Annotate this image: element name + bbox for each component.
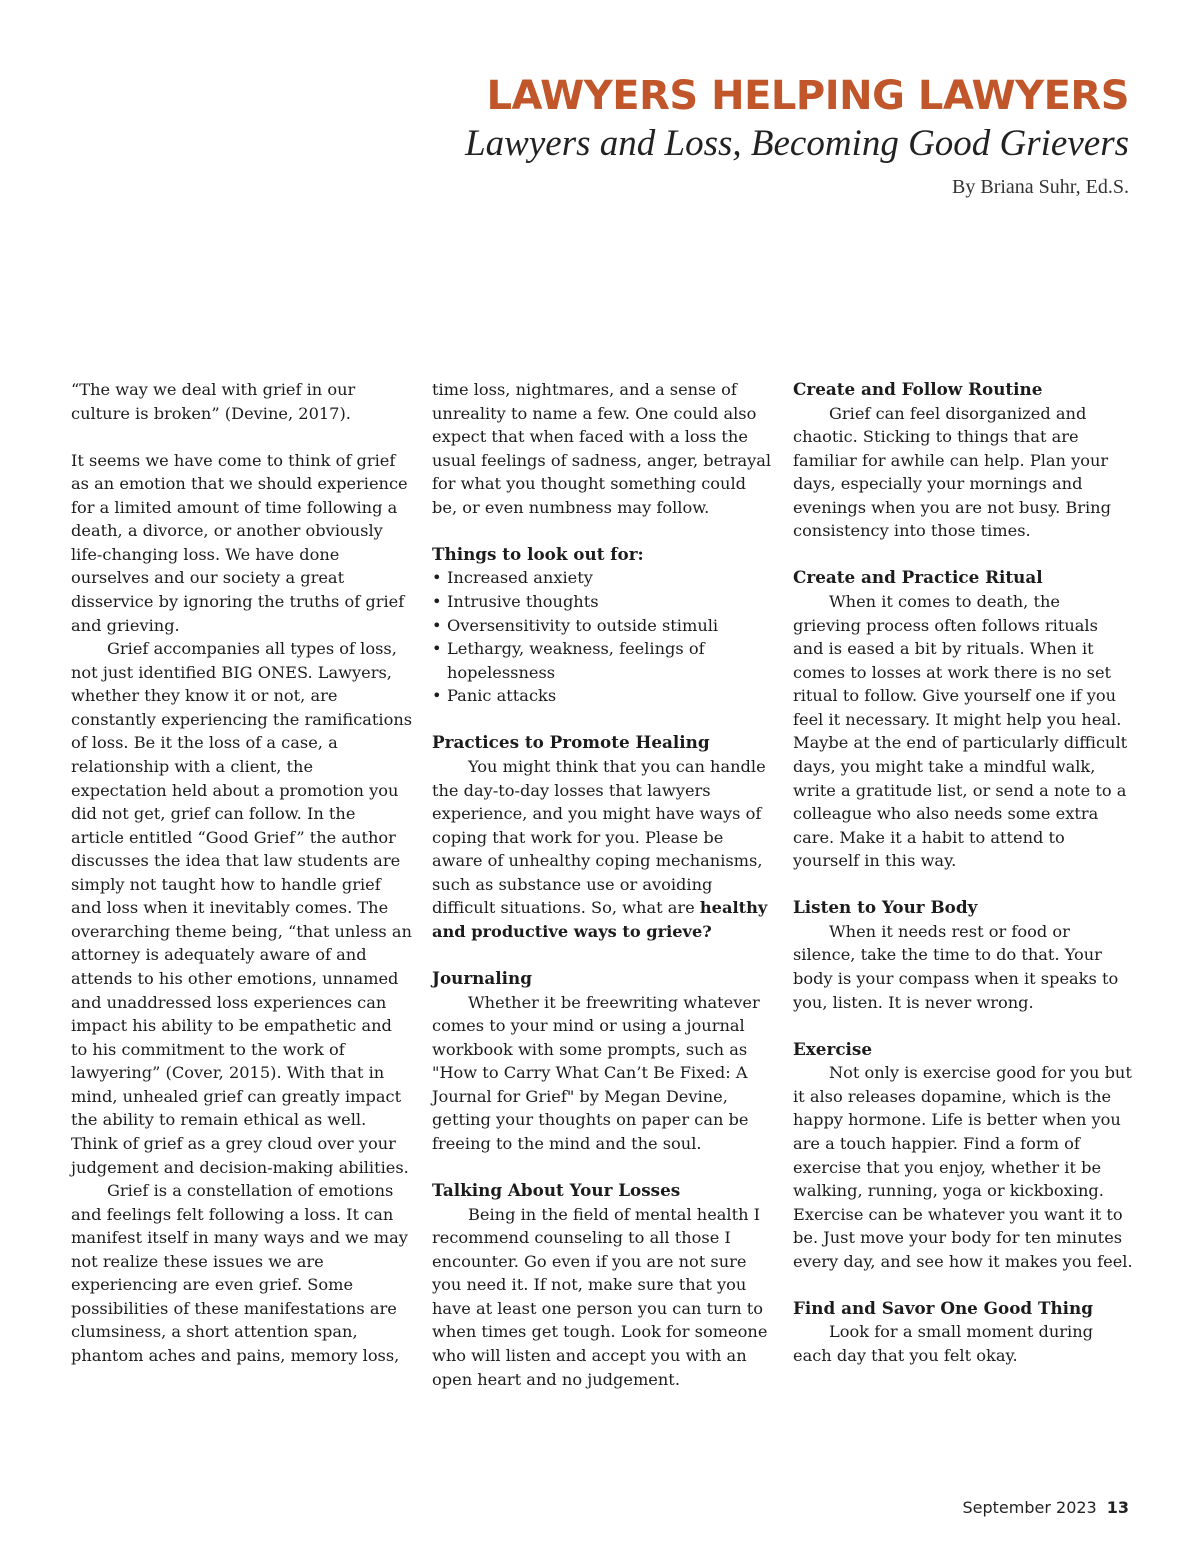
- paragraph: Being in the field of mental health I recommend counseling to all those I encounter. Go even if you are not sure you need it. If not, make sure that you have at least one person you can turn to when times get tough. Look for someone who will listen and accept you with an open heart and no judgement.: [432, 1204, 768, 1389]
- paragraph: Grief accompanies all types of loss, not just identified BIG ONES. Lawyers, whether they know it or not, are constantly experiencing the ramifications of loss. Be it the loss of a case, a relationship with a client, the expectation held about a promotion you did not get, grief can follow. In the article entitled “Good Grief” the author discusses the idea that law students are simply not taught how to handle grief and loss when it inevitably comes. The overarching theme being, “that unless an attorney is adequately aware of and attends to his other emotions, unnamed and unaddressed loss experiences can impact his ability to be empathetic and to his commitment to the work of lawyering” (Cover, 2015). With that in mind, unhealed grief can greatly impact the ability to remain ethical as well. Think of grief as a grey cloud over your judgement and decision-making abilities.: [71, 639, 413, 1177]
- column-1: [71, 378, 413, 1368]
- opening-quote: “The way we deal with grief in our culture is broken” (Devine, 2017).: [71, 380, 356, 423]
- list-item: • Oversensitivity to outside stimuli: [432, 614, 772, 638]
- page-footer: [962, 1496, 1129, 1520]
- section-heading-ritual: Create and Practice Ritual: [793, 567, 1043, 588]
- author-byline: By Briana Suhr, Ed.S.: [952, 176, 1129, 198]
- paragraph: time loss, nightmares, and a sense of unreality to name a few. One could also expect that when faced with a loss the usual feelings of sadness, anger, betrayal for what you thought something could be, or even numbness may follow.: [432, 380, 772, 517]
- lookout-list: [432, 566, 772, 707]
- page-number: 13: [1106, 1498, 1129, 1517]
- paragraph: [432, 755, 772, 944]
- practices-emphasis: healthy and productive ways to grieve?: [432, 898, 768, 941]
- section-heading-body: Listen to Your Body: [793, 897, 978, 918]
- section-heading-savor: Find and Savor One Good Thing: [793, 1297, 1093, 1318]
- paragraph: Whether it be freewriting whatever comes to your mind or using a journal workbook with some prompts, such as "How to Carry What Can’t Be Fixed: A Journal for Grief" by Megan Devine, getting your thoughts on paper can be freeing to the mind and the soul.: [432, 992, 760, 1153]
- column-3: [793, 378, 1133, 1368]
- paragraph: It seems we have come to think of grief as an emotion that we should experience for a limited amount of time following a death, a divorce, or another obviously life-changing loss. We have done ourselves and our society a great disservice by ignoring the truths of grief and grieving.: [71, 450, 408, 635]
- page-title: LAWYERS HELPING LAWYERS: [486, 73, 1129, 119]
- list-item: • Lethargy, weakness, feelings of hopelessness: [432, 637, 772, 684]
- list-item: • Panic attacks: [432, 684, 772, 708]
- section-heading-practices: Practices to Promote Healing: [432, 732, 710, 753]
- section-heading-lookout: Things to look out for:: [432, 543, 644, 564]
- paragraph: Grief is a constellation of emotions and feelings felt following a loss. It can manifest itself in many ways and we may not realize these issues we are experiencing are even grief. Some possibilities of these manifestations are clumsiness, a short attention span, phantom aches and pains, memory loss,: [71, 1181, 408, 1366]
- column-2: [432, 378, 772, 1391]
- paragraph: When it needs rest or food or silence, take the time to do that. Your body is your compass when it speaks to you, listen. It is never wrong.: [793, 921, 1119, 1012]
- paragraph: Not only is exercise good for you but it also releases dopamine, which is the happy hormone. Life is better when you are a touch happier. Find a form of exercise that you enjoy, whether it be walking, running, yoga or kickboxing. Exercise can be whatever you want it to be. Just move your body for ten minutes every day, and see how it makes you feel.: [793, 1063, 1133, 1271]
- list-item: • Increased anxiety: [432, 566, 772, 590]
- section-heading-journaling: Journaling: [432, 968, 532, 989]
- list-item: • Intrusive thoughts: [432, 590, 772, 614]
- article-header: [465, 70, 1129, 202]
- paragraph: When it comes to death, the grieving process often follows rituals and is eased a bit by rituals. When it comes to losses at work there is no set ritual to follow. Give yourself one if you feel it necessary. It might help you heal. Maybe at the end of particularly difficult days, you might take a mindful walk, write a gratitude list, or send a note to a colleague who also needs some extra care. Make it a habit to attend to yourself in this way.: [793, 592, 1128, 871]
- section-heading-routine: Create and Follow Routine: [793, 379, 1043, 399]
- article-subtitle: Lawyers and Loss, Becoming Good Grievers: [465, 123, 1129, 164]
- issue-date: September 2023: [962, 1498, 1097, 1517]
- paragraph: Look for a small moment during each day that you felt okay.: [793, 1322, 1094, 1365]
- paragraph: Grief can feel disorganized and chaotic. Sticking to things that are familiar for awhile can help. Plan your days, especially your mornings and evenings when you are not busy. Bring consistency into those times.: [793, 403, 1111, 541]
- practices-text: You might think that you can handle the day-to-day losses that lawyers experience, and you might have ways of coping that work for you. Please be aware of unhealthy coping mechanisms, such as substance use or avoiding difficult situations. So, what are: [432, 756, 766, 918]
- section-heading-talking: Talking About Your Losses: [432, 1180, 681, 1201]
- section-heading-exercise: Exercise: [793, 1038, 873, 1059]
